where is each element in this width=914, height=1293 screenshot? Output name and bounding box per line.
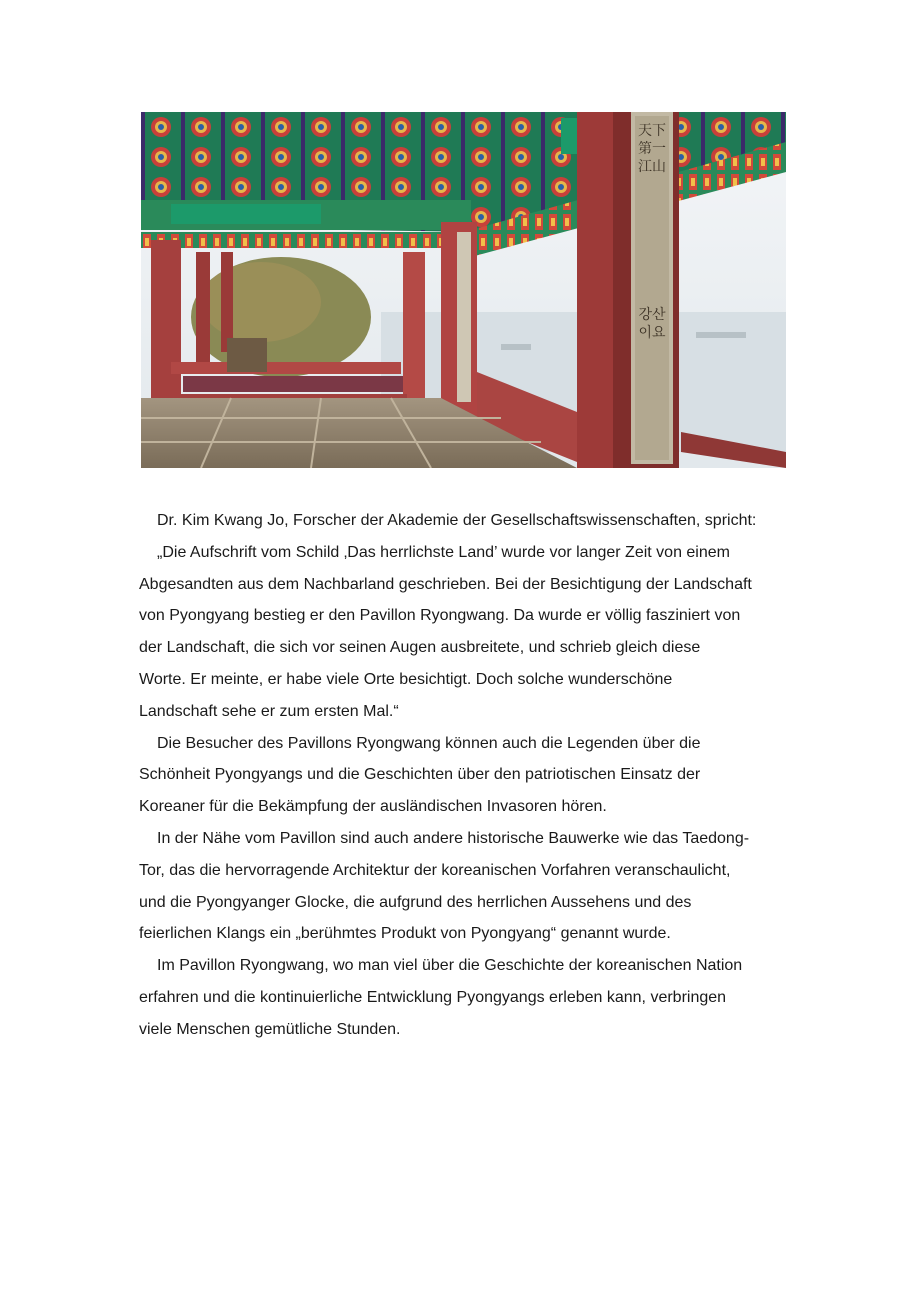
paragraph-visitors <box>139 728 779 823</box>
text-line: In der Nähe vom Pavillon sind auch andere historische Bauwerke wie das Taedong- <box>157 829 750 847</box>
paragraph-landmarks <box>139 823 779 950</box>
article-body <box>139 505 779 1046</box>
text-line: Koreaner für die Bekämpfung der ausländischen Invasoren hören. <box>139 798 607 816</box>
signboard-inscription <box>638 122 666 342</box>
text-line: Die Besucher des Pavillons Ryongwang können auch die Legenden über die <box>157 734 701 752</box>
pavilion-illustration <box>141 112 786 468</box>
text-line: feierlichen Klangs ein „berühmtes Produkt von Pyongyang“ genannt wurde. <box>139 925 671 943</box>
text-line: Worte. Er meinte, er habe viele Orte besichtigt. Doch solche wunderschöne <box>139 670 673 688</box>
paragraph-quote <box>139 537 779 728</box>
text-line: erfahren und die kontinuierliche Entwicklung Pyongyangs erleben kann, verbringen <box>139 988 727 1006</box>
text-line: von Pyongyang bestieg er den Pavillon Ryongwang. Da wurde er völlig fasziniert von <box>139 607 741 625</box>
pavilion-photo <box>141 112 786 468</box>
text-line: „Die Aufschrift vom Schild ‚Das herrlichste Land’ wurde vor langer Zeit von einem <box>157 543 730 561</box>
paragraph-closing <box>139 950 779 1045</box>
text-line: Dr. Kim Kwang Jo, Forscher der Akademie der Gesellschaftswissenschaften, spricht: <box>157 512 757 529</box>
text-line: Tor, das die hervorragende Architektur der koreanischen Vorfahren veranschaulicht, <box>139 861 731 879</box>
inscription-hanja: 天下第一江山 <box>638 123 666 175</box>
text-line: Abgesandten aus dem Nachbarland geschrieben. Bei der Besichtigung der Landschaft <box>139 575 752 593</box>
text-line: viele Menschen gemütliche Stunden. <box>139 1020 401 1038</box>
text-line: der Landschaft, die sich vor seinen Augen ausbreitete, und schrieb gleich diese <box>139 639 701 657</box>
text-line: Landschaft sehe er zum ersten Mal.“ <box>139 702 399 720</box>
text-line: und die Pyongyanger Glocke, die aufgrund des herrlichen Aussehens und des <box>139 893 692 911</box>
text-line: Im Pavillon Ryongwang, wo man viel über die Geschichte der koreanischen Nation <box>157 957 743 975</box>
paragraph-speaker <box>139 505 779 537</box>
text-line: Schönheit Pyongyangs und die Geschichten über den patriotischen Einsatz der <box>139 766 701 784</box>
inscription-hangul: 강산이요 <box>638 307 666 341</box>
